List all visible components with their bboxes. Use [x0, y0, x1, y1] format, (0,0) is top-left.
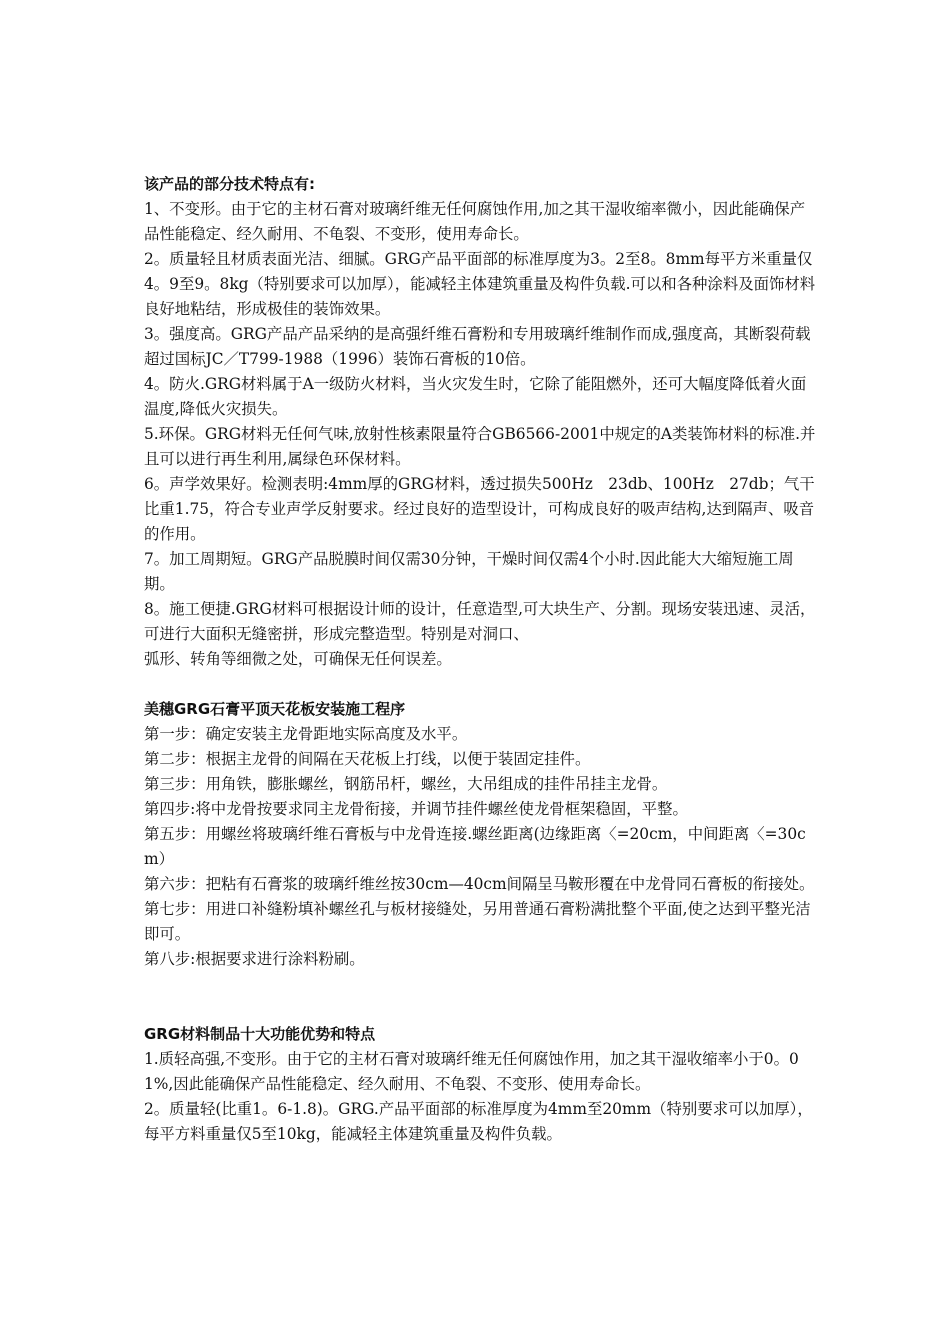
step-item: 第六步：把粘有石膏浆的玻璃纤维丝按30cm—40cm间隔呈马鞍形覆在中龙骨同石膏板的衔接处。	[144, 875, 815, 893]
paragraph: 4。防火.GRG材料属于A一级防火材料，当火灾发生时，它除了能阻燃外，还可大幅度降低着火面温度,降低火灾损失。	[144, 375, 807, 418]
section-tech-features	[144, 172, 816, 672]
spacer	[144, 972, 816, 1022]
step-item: 第五步：用螺丝将玻璃纤维石膏板与中龙骨连接.螺丝距离(边缘距离〈=20cm，中间距离〈=30cm）	[144, 825, 806, 868]
paragraph: 7。加工周期短。GRG产品脱膜时间仅需30分钟，干燥时间仅需4个小时.因此能大大缩短施工周期。	[144, 550, 794, 593]
paragraph: 1、不变形。由于它的主材石膏对玻璃纤维无任何腐蚀作用,加之其干湿收缩率微小，因此能确保产品性能稳定、经久耐用、不龟裂、不变形，使用寿命长。	[144, 200, 806, 243]
paragraph: 6。声学效果好。检测表明:4mm厚的GRG材料，透过损失500Hz 23db、100Hz 27db；气干比重1.75，符合专业声学反射要求。经过良好的造型设计，可构成良好的吸声结构,达到隔声、吸音的作用。	[144, 475, 815, 543]
section-heading-advantages: GRG材料制品十大功能优势和特点	[144, 1025, 376, 1043]
step-item: 第四步:将中龙骨按要求同主龙骨衔接，并调节挂件螺丝使龙骨框架稳固，平整。	[144, 800, 688, 818]
document-page	[144, 172, 816, 1147]
step-item: 第七步：用进口补缝粉填补螺丝孔与板材接缝处，另用普通石膏粉满批整个平面,使之达到平整光洁即可。	[144, 900, 811, 943]
section-heading-tech-features: 该产品的部分技术特点有:	[144, 175, 315, 193]
section-ten-advantages	[144, 1022, 816, 1147]
step-item: 第八步:根据要求进行涂料粉刷。	[144, 950, 365, 968]
paragraph: 1.质轻高强,不变形。由于它的主材石膏对玻璃纤维无任何腐蚀作用，加之其干湿收缩率小于0。01%,因此能确保产品性能稳定、经久耐用、不龟裂、不变形、使用寿命长。	[144, 1050, 799, 1093]
paragraph: 5.环保。GRG材料无任何气味,放射性核素限量符合GB6566-2001中规定的A类装饰材料的标准.并且可以进行再生利用,属绿色环保材料。	[144, 425, 816, 468]
step-item: 第三步：用角铁，膨胀螺丝，钢筋吊杆，螺丝，大吊组成的挂件吊挂主龙骨。	[144, 775, 668, 793]
paragraph: 每平方料重量仅5至10kg，能减轻主体建筑重量及构件负载。	[144, 1125, 562, 1143]
section-installation-steps	[144, 697, 816, 972]
spacer	[144, 672, 816, 697]
step-item: 第一步：确定安装主龙骨距地实际高度及水平。	[144, 725, 468, 743]
paragraph: 2。质量轻且材质表面光洁、细腻。GRG产品平面部的标准厚度为3。2至8。8mm每平方米重量仅4。9至9。8kg（特别要求可以加厚），能减轻主体建筑重量及构件负载.可以和各种涂料及面饰材料良好地粘结，形成极佳的装饰效果。	[144, 250, 816, 318]
step-item: 第二步：根据主龙骨的间隔在天花板上打线，以便于装固定挂件。	[144, 750, 591, 768]
paragraph: 2。质量轻(比重1。6-1.8)。GRG.产品平面部的标准厚度为4mm至20mm（特别要求可以加厚），	[144, 1100, 813, 1118]
paragraph: 8。施工便捷.GRG材料可根据设计师的设计，任意造型,可大块生产、分割。现场安装迅速、灵活，可进行大面积无缝密拼，形成完整造型。特别是对洞口、	[144, 600, 816, 643]
paragraph: 3。强度高。GRG产品产品采纳的是高强纤维石膏粉和专用玻璃纤维制作而成,强度高，其断裂荷载超过国标JC／T799-1988（1996）装饰石膏板的10倍。	[144, 325, 811, 368]
section-heading-installation: 美穗GRG石膏平顶天花板安装施工程序	[144, 700, 406, 718]
paragraph: 弧形、转角等细微之处，可确保无任何误差。	[144, 650, 452, 668]
